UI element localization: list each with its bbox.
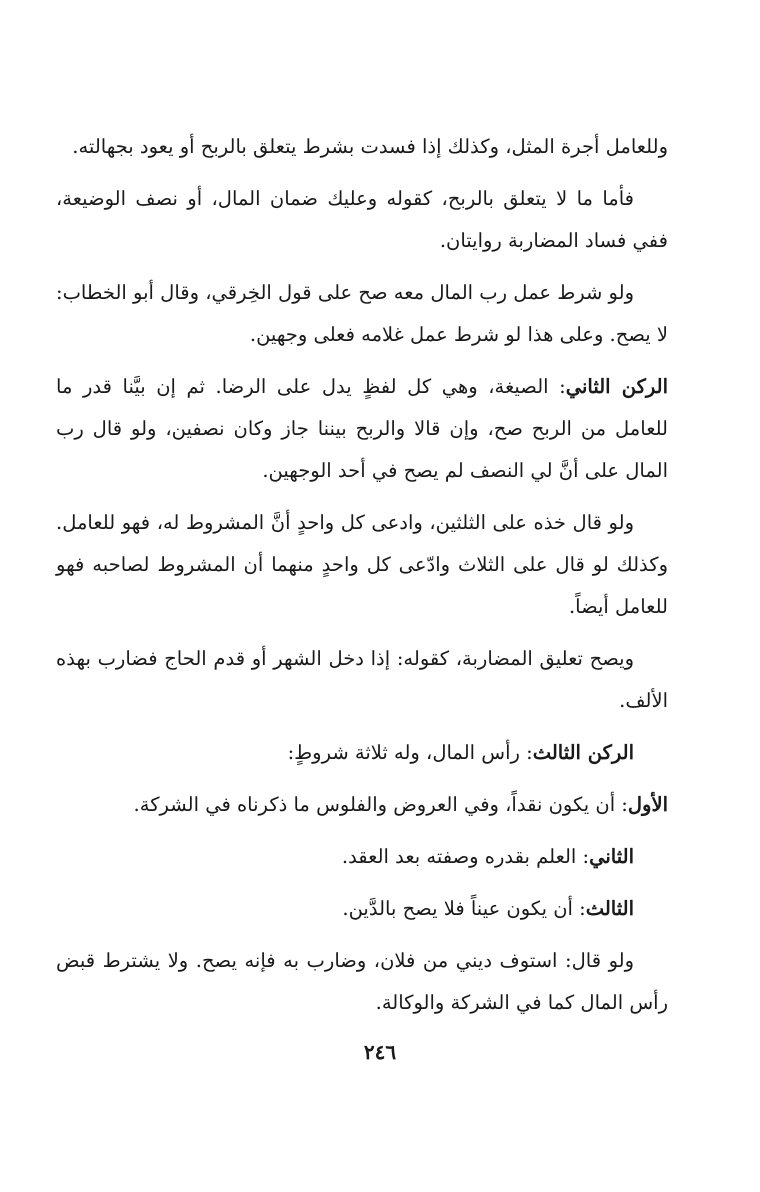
page-number: ٢٤٦ [363,1040,397,1064]
paragraph-9-text: : العلم بقدره وصفته بعد العقد. [341,845,590,868]
paragraph-4-heading: الركن الثاني [565,375,668,398]
paragraph-5 [56,502,668,628]
paragraph-7 [56,732,668,774]
paragraph-1 [56,126,668,168]
paragraph-2-text: فأما ما لا يتعلق بالربح، كقوله وعليك ضمان المال، أو نصف الوضيعة، ففي فساد المضاربة روايتان. [56,187,668,252]
paragraph-1-text: وللعامل أجرة المثل، وكذلك إذا فسدت بشرط يتعلق بالربح أو يعود بجهالته. [72,135,668,158]
paragraph-10-text: : أن يكون عيناً فلا يصح بالدَّين. [342,897,586,920]
paragraph-5-text: ولو قال خذه على الثلثين، وادعى كل واحدٍ أنَّ المشروط له، فهو للعامل. وكذلك لو قال على الثلاث وادّعى كل واحدٍ منهما أن المشروط لصاحبه فهو للعامل أيضاً. [56,511,668,618]
paragraph-6 [56,638,668,722]
paragraph-4-text: : الصيغة، وهي كل لفظٍ يدل على الرضا. ثم إن بيَّنا قدر ما للعامل من الربح صح، وإن قالا والربح بيننا جاز وكان نصفين، ولو قال رب المال على أنَّ لي النصف لم يصح في أحد الوجهين. [56,375,668,482]
paragraph-4 [56,366,668,492]
paragraph-8-heading: الأول [627,793,668,816]
page-body [56,126,668,1034]
paragraph-10-heading: الثالث [585,897,634,920]
paragraph-2 [56,178,668,262]
paragraph-7-text: : رأس المال، وله ثلاثة شروطٍ: [287,741,533,764]
paragraph-8-text: : أن يكون نقداً، وفي العروض والفلوس ما ذكرناه في الشركة. [133,793,628,816]
paragraph-9-heading: الثاني [589,845,634,868]
paragraph-8 [56,784,668,826]
paragraph-11 [56,940,668,1024]
paragraph-3 [56,272,668,356]
paragraph-11-text: ولو قال: استوف ديني من فلان، وضارب به فإنه يصح. ولا يشترط قبض رأس المال كما في الشركة والوكالة. [56,949,668,1014]
paragraph-3-text: ولو شرط عمل رب المال معه صح على قول الخِرقي، وقال أبو الخطاب: لا يصح. وعلى هذا لو شرط عمل غلامه فعلى وجهين. [56,281,668,346]
paragraph-10 [56,888,668,930]
paragraph-9 [56,836,668,878]
paragraph-6-text: ويصح تعليق المضاربة، كقوله: إذا دخل الشهر أو قدم الحاج فضارب بهذه الألف. [56,647,668,712]
paragraph-7-heading: الركن الثالث [532,741,634,764]
